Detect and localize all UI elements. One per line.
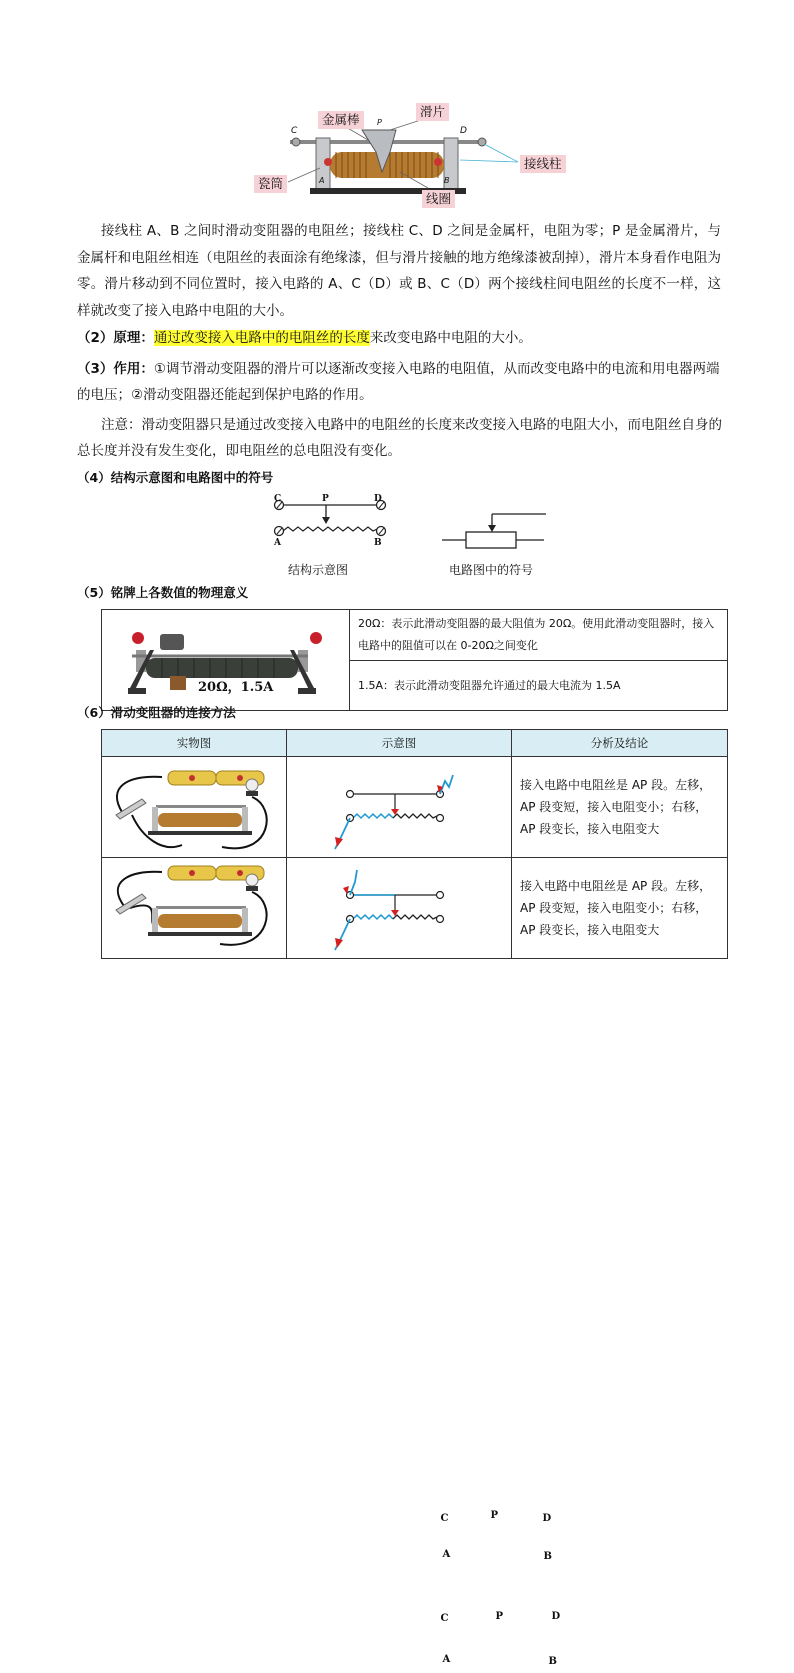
row2-diagram-cell [287, 858, 561, 1667]
row1-diagram-cell [287, 757, 552, 1562]
fig1-letter-d: D [460, 126, 467, 136]
caption-symbol: 电路图中的符号 [449, 563, 534, 577]
sch2-letter-b: B [548, 1655, 557, 1667]
nameplate-row1: 20Ω：表示此滑动变阻器的最大阻值为 20Ω。使用此滑动变阻器时，接入电路中的阻值可以在 0-20Ω之间变化 [350, 610, 728, 661]
struct-letter-b: B [374, 538, 382, 548]
nameplate-table [101, 609, 728, 711]
sch2-letter-d: D [551, 1610, 561, 1622]
struct-letter-a: A [274, 538, 281, 548]
sch2-letter-c: C [440, 1612, 449, 1624]
principle-highlight: 通过改变接入电路中的电阻丝的长度 [153, 330, 370, 346]
schematic-2 [287, 858, 509, 958]
table-row [102, 858, 728, 959]
function-block [77, 356, 723, 408]
sch1-letter-b: B [543, 1550, 552, 1562]
header-diagram: 示意图 [287, 730, 512, 757]
connection-table-header [102, 730, 728, 757]
caption-structure: 结构示意图 [288, 563, 349, 577]
label-porcelain: 瓷筒 [254, 175, 287, 193]
connection-table [101, 729, 728, 1667]
label-coil: 线圈 [422, 190, 455, 208]
sch1-letter-p: P [490, 1509, 499, 1521]
struct-letter-c: C [274, 494, 282, 504]
note-text: 滑动变阻器只是通过改变接入电路中的电阻丝的长度来改变接入电路的电阻大小，而电阻丝自身的总长度并没有发生变化，即电阻丝的总电阻没有变化。 [77, 417, 722, 459]
row1-conclusion: 接入电路中电阻丝是 AP 段。左移，AP 段变短，接入电阻变小；右移，AP 段变长，接入电阻变大 [512, 757, 728, 858]
label-slider: 滑片 [416, 103, 449, 121]
section5-title: （5）铭牌上各数值的物理意义 [77, 585, 249, 600]
fig1-letter-c: C [291, 126, 298, 136]
note-label: 注意： [101, 417, 142, 433]
note-block [77, 412, 723, 464]
function-label: （3）作用： [77, 361, 154, 377]
principle-label: （2）原理： [77, 330, 154, 346]
row1-photo-cell [102, 757, 287, 858]
nameplate-caption: 20Ω，1.5A [198, 680, 274, 695]
sch2-letter-p: P [495, 1610, 504, 1622]
circuit-symbol-svg [440, 505, 550, 555]
function-text: ①调节滑动变阻器的滑片可以逐渐改变接入电路的电阻值，从而改变电路中的电流和用电器两端的电压；②滑动变阻器还能起到保护电路的作用。 [77, 361, 720, 403]
struct-letter-d: D [374, 494, 382, 504]
nameplate-rheostat-illustration [102, 610, 349, 710]
schematic-1 [287, 757, 509, 857]
circuit-photo-1 [102, 757, 284, 857]
sch1-letter-a: A [442, 1548, 451, 1560]
row2-conclusion: 接入电路中电阻丝是 AP 段。左移，AP 段变短，接入电阻变小；右移，AP 段变长，接入电阻变大 [512, 858, 728, 959]
fig1-letter-a: A [319, 176, 325, 185]
principle-rest: 来改变电路中电阻的大小。 [369, 330, 532, 346]
header-conclusion: 分析及结论 [512, 730, 728, 757]
header-photo: 实物图 [102, 730, 287, 757]
sch2-letter-a: A [442, 1653, 451, 1665]
sch1-letter-d: D [542, 1512, 552, 1524]
fig1-letter-p: P [377, 118, 382, 127]
intro-paragraph: 接线柱 A、B 之间时滑动变阻器的电阻丝；接线柱 C、D 之间是金属杆，电阻为零；P 是金属滑片，与金属杆和电阻丝相连（电阻丝的表面涂有绝缘漆，但与滑片接触的地方绝缘漆被刮掉），滑片本身看作电阻为零。滑片移动到不同位置时，接入电路的 A、C（D）或 B、C（D）两个接线柱间电阻丝的长度不一样，这样就改变了接入电路中电阻的大小。 [77, 223, 721, 319]
section6-title: （6）滑动变阻器的连接方法 [77, 705, 236, 720]
principle-line [77, 327, 532, 349]
label-terminal: 接线柱 [520, 155, 566, 173]
table-row [102, 757, 728, 858]
fig1-letter-b: B [444, 176, 450, 185]
struct-letter-p: P [322, 494, 329, 504]
row2-photo-cell [102, 858, 287, 959]
circuit-symbol-diagram [440, 505, 550, 555]
circuit-photo-2 [102, 858, 284, 958]
sch1-letter-c: C [440, 1512, 449, 1524]
label-metal-rod: 金属棒 [318, 111, 364, 129]
section4-title: （4）结构示意图和电路图中的符号 [77, 470, 274, 485]
nameplate-photo-cell [102, 610, 350, 711]
nameplate-row2: 1.5A：表示此滑动变阻器允许通过的最大电流为 1.5A [350, 660, 728, 711]
